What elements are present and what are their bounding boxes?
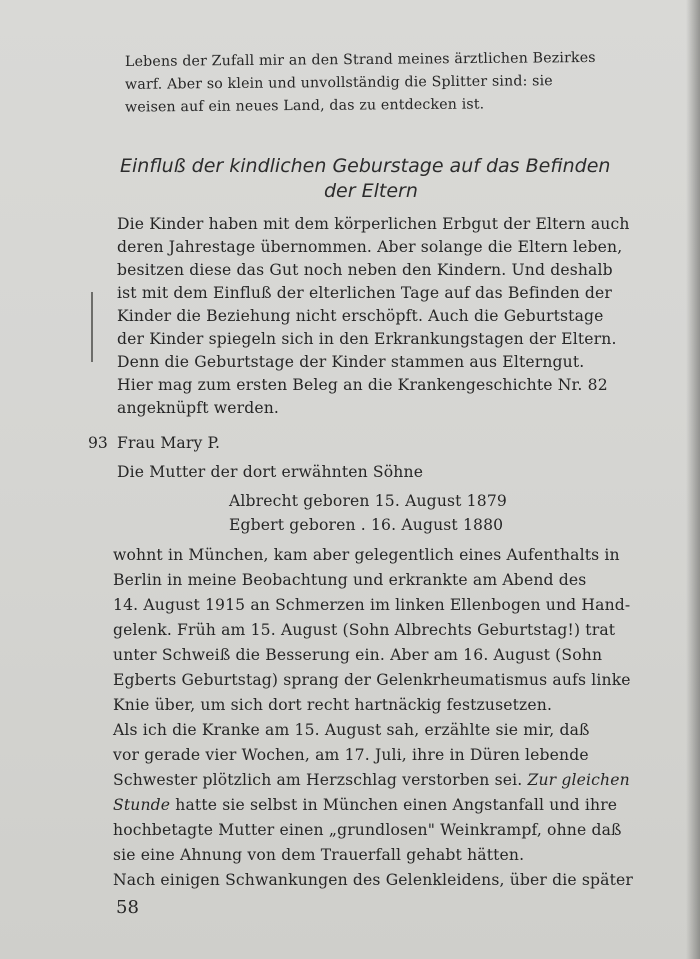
text-line: Denn die Geburtstage der Kinder stammen aus Elterngut. [117,353,585,371]
text-line: weisen auf ein neues Land, das zu entdecken ist. [124,96,485,116]
text-line: deren Jahrestage übernommen. Aber solange die Eltern leben, [117,238,623,256]
case-number: 93 [88,434,108,452]
text-line: Lebens der Zufall mir an den Strand meines ärztlichen Bezirkes [124,49,596,71]
text-line: besitzen diese das Gut noch neben den Kindern. Und deshalb [117,261,613,279]
text-line: Hier mag zum ersten Beleg an die Krankengeschichte Nr. 82 [117,376,608,394]
text-line: Als ich die Kranke am 15. August sah, erzählte sie mir, daß [113,721,590,739]
text-line: hochbetagte Mutter einen „grundlosen" Weinkrampf, ohne daß [113,821,622,839]
text-line: sie eine Ahnung von dem Trauerfall gehabt hätten. [113,846,525,864]
text-line: der Kinder spiegeln sich in den Erkrankungstagen der Eltern. [117,330,617,348]
emphasis-text: Stunde [113,796,171,814]
emphasis-text: Zur gleichen [527,771,630,789]
case-name: Frau Mary P. [117,434,221,452]
text-segment: hatte sie selbst in München einen Angstanfall und ihre [175,796,618,814]
text-line: wohnt in München, kam aber gelegentlich eines Aufenthalts in [113,546,620,564]
text-line [113,770,630,790]
text-line: gelenk. Früh am 15. August (Sohn Albrechts Geburtstag!) trat [113,621,616,639]
text-segment: Schwester plötzlich am Herzschlag verstorben sei. [113,771,523,789]
text-line: Knie über, um sich dort recht hartnäckig festzusetzen. [113,696,553,714]
son-birth-line: Egbert geboren . 16. August 1880 [229,516,504,534]
text-line: Berlin in meine Beobachtung und erkrankte am Abend des [113,571,587,589]
margin-pencil-mark [91,292,93,362]
text-line: Die Kinder haben mit dem körperlichen Erbgut der Eltern auch [117,215,630,233]
text-line: unter Schweiß die Besserung ein. Aber am 16. August (Sohn [113,646,603,664]
page-number: 58 [116,897,139,918]
text-line: 14. August 1915 an Schmerzen im linken Ellenbogen und Hand- [113,596,631,614]
text-line: vor gerade vier Wochen, am 17. Juli, ihre in Düren lebende [113,746,589,764]
case-intro: Die Mutter der dort erwähnten Söhne [117,463,424,481]
text-line: Nach einigen Schwankungen des Gelenkleidens, über die später [113,871,634,889]
son-birth-line: Albrecht geboren 15. August 1879 [229,492,507,510]
text-line [113,795,617,815]
text-line: Kinder die Beziehung nicht erschöpft. Auch die Geburtstage [117,307,604,325]
text-line: Egberts Geburtstag) sprang der Gelenkrheumatismus aufs linke [113,671,631,689]
heading-line: Einfluß der kindlichen Geburstage auf das Befinden [120,155,611,177]
text-line: ist mit dem Einfluß der elterlichen Tage auf das Befinden der [117,284,612,302]
text-line: warf. Aber so klein und unvollständig die Splitter sind: sie [124,73,553,93]
heading-line: der Eltern [324,180,418,202]
text-line: angeknüpft werden. [117,399,280,417]
page-edge-shadow [686,0,700,959]
